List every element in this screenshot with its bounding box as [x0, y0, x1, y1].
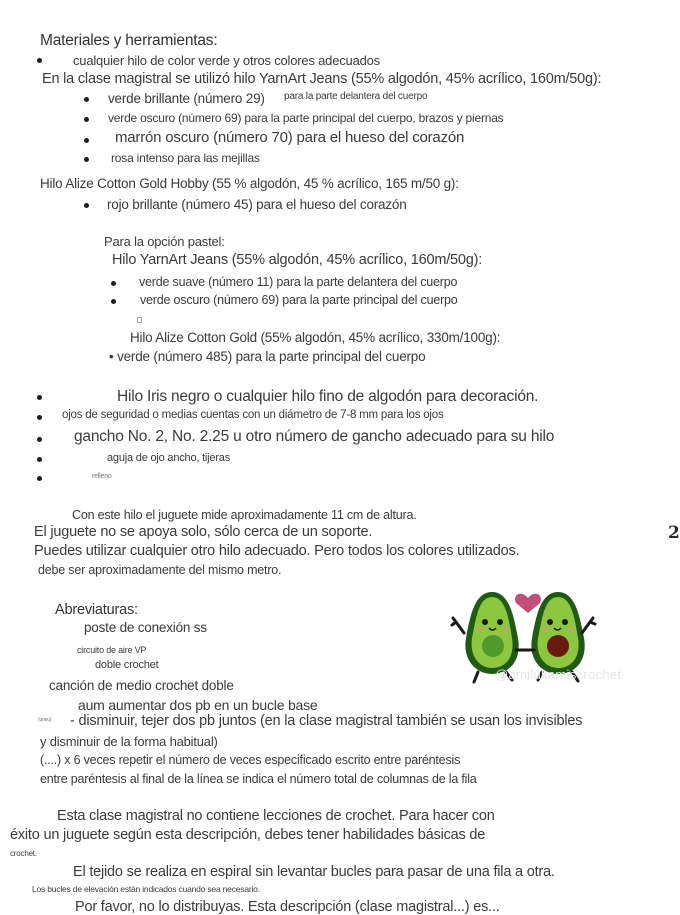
bullet-icon [84, 203, 89, 208]
yarn-color-item: verde suave (número 11) para la parte delantera del cuerpo [139, 275, 458, 289]
tool-item: ojos de seguridad o medias cuentas con un diámetro de 7-8 mm para los ojos [62, 409, 444, 421]
abbreviation-item: canción de medio crochet doble [49, 678, 234, 693]
abbreviation-item: circuito de aire VP [77, 645, 147, 655]
bullet-icon [84, 138, 89, 143]
page-number: 2 [668, 523, 680, 543]
bullet-icon [84, 157, 89, 162]
yarn-color-item: verde oscuro (número 69) para la parte principal del cuerpo, brazos y piernas [108, 111, 504, 125]
yarn-color-item: • verde (número 485) para la parte principal del cuerpo [109, 349, 426, 364]
height-note: Con este hilo el juguete mide aproximadamente 11 cm de altura. [72, 508, 417, 522]
tool-item: aguja de ojo ancho, tijeras [107, 452, 231, 464]
bullet-icon [37, 395, 42, 400]
material-item: cualquier hilo de color verde y otros colores adecuados [73, 53, 380, 68]
total-note: entre paréntesis al final de la línea se indica el número total de columnas de la fila [40, 772, 477, 786]
tool-item: relleno [92, 473, 112, 480]
abbreviation-item: aum aumentar dos pb en un bucle base [78, 697, 318, 713]
bullet-icon [111, 281, 116, 286]
yarn-color-item: verde oscuro (número 69) para la parte principal del cuerpo [140, 293, 458, 307]
bullet-icon [37, 437, 42, 442]
materials-heading: Materiales y herramientas: [40, 32, 218, 49]
other-yarn-note: Puedes utilizar cualquier otro hilo adecuado. Pero todos los colores utilizados. [34, 543, 520, 559]
yarn-color-item: rosa intenso para las mejillas [111, 151, 260, 165]
bullet-icon [37, 457, 42, 462]
abbreviations-heading: Abreviaturas: [55, 602, 138, 618]
yarn-color-note: para la parte delantera del cuerpo [284, 91, 428, 102]
tool-item: Hilo Iris negro o cualquier hilo fino de algodón para decoración. [117, 388, 539, 405]
decrease-tag: (uneu) [38, 717, 52, 723]
same-meter-note: debe ser aproximadamente del mismo metro. [38, 563, 282, 577]
repeat-note: (....) x 6 veces repetir el número de veces especificado escrito entre paréntesis [40, 753, 461, 767]
pastel-heading: Para la opción pastel: [104, 234, 225, 249]
closing-paragraph: El tejido se realiza en espiral sin levantar bucles para pasar de una fila a otra. [73, 864, 555, 880]
decrease-line: - disminuir, tejer dos pb juntos (en la clase magistral también se usan los invisibles [70, 713, 583, 729]
bullet-icon [84, 117, 89, 122]
closing-paragraph: éxito un juguete según esta descripción, debes tener habilidades básicas de [10, 827, 486, 843]
bullet-icon [37, 58, 42, 63]
pastel-alize-intro: Hilo Alize Cotton Gold (55% algodón, 45% acrílico, 330m/100g): [130, 330, 501, 345]
decrease-line-cont: y disminuir de la forma habitual) [40, 734, 218, 749]
yarn-color-item: marrón oscuro (número 70) para el hueso del corazón [115, 129, 465, 146]
abbreviation-item: poste de conexión ss [84, 620, 207, 635]
abbreviation-item: doble crochet [95, 659, 159, 671]
cut-off-line: Por favor, no lo distribuyas. Esta descripción (clase magistral...) es... [75, 899, 500, 915]
tool-item: gancho No. 2, No. 2.25 u otro número de gancho adecuado para su hilo [74, 428, 555, 445]
support-note: El juguete no se apoya solo, sólo cerca de un soporte. [34, 524, 373, 540]
bullet-icon [37, 415, 42, 420]
yarn-color-item: verde brillante (número 29) [108, 91, 265, 106]
bullet-icon [84, 97, 89, 102]
closing-paragraph: Esta clase magistral no contiene lecciones de crochet. Para hacer con [57, 808, 495, 824]
closing-paragraph: crochet. [10, 849, 37, 858]
watermark-text: @amilukamiscrochet [495, 667, 622, 682]
closing-paragraph: Los bucles de elevación están indicados cuando sea necesario. [32, 884, 260, 894]
pastel-yarnart-intro: Hilo YarnArt Jeans (55% algodón, 45% acrílico, 160m/50g): [112, 252, 483, 268]
alize-hobby-intro: Hilo Alize Cotton Gold Hobby (55 % algodón, 45 % acrílico, 165 m/50 g): [40, 176, 459, 191]
yarnart-intro: En la clase magistral se utilizó hilo YarnArt Jeans (55% algodón, 45% acrílico, 160m/50g): [42, 71, 602, 87]
bullet-icon [111, 299, 116, 304]
hollow-bullet-icon [137, 317, 142, 323]
bullet-icon [37, 476, 42, 481]
yarn-color-item: rojo brillante (número 45) para el hueso del corazón [107, 197, 407, 212]
